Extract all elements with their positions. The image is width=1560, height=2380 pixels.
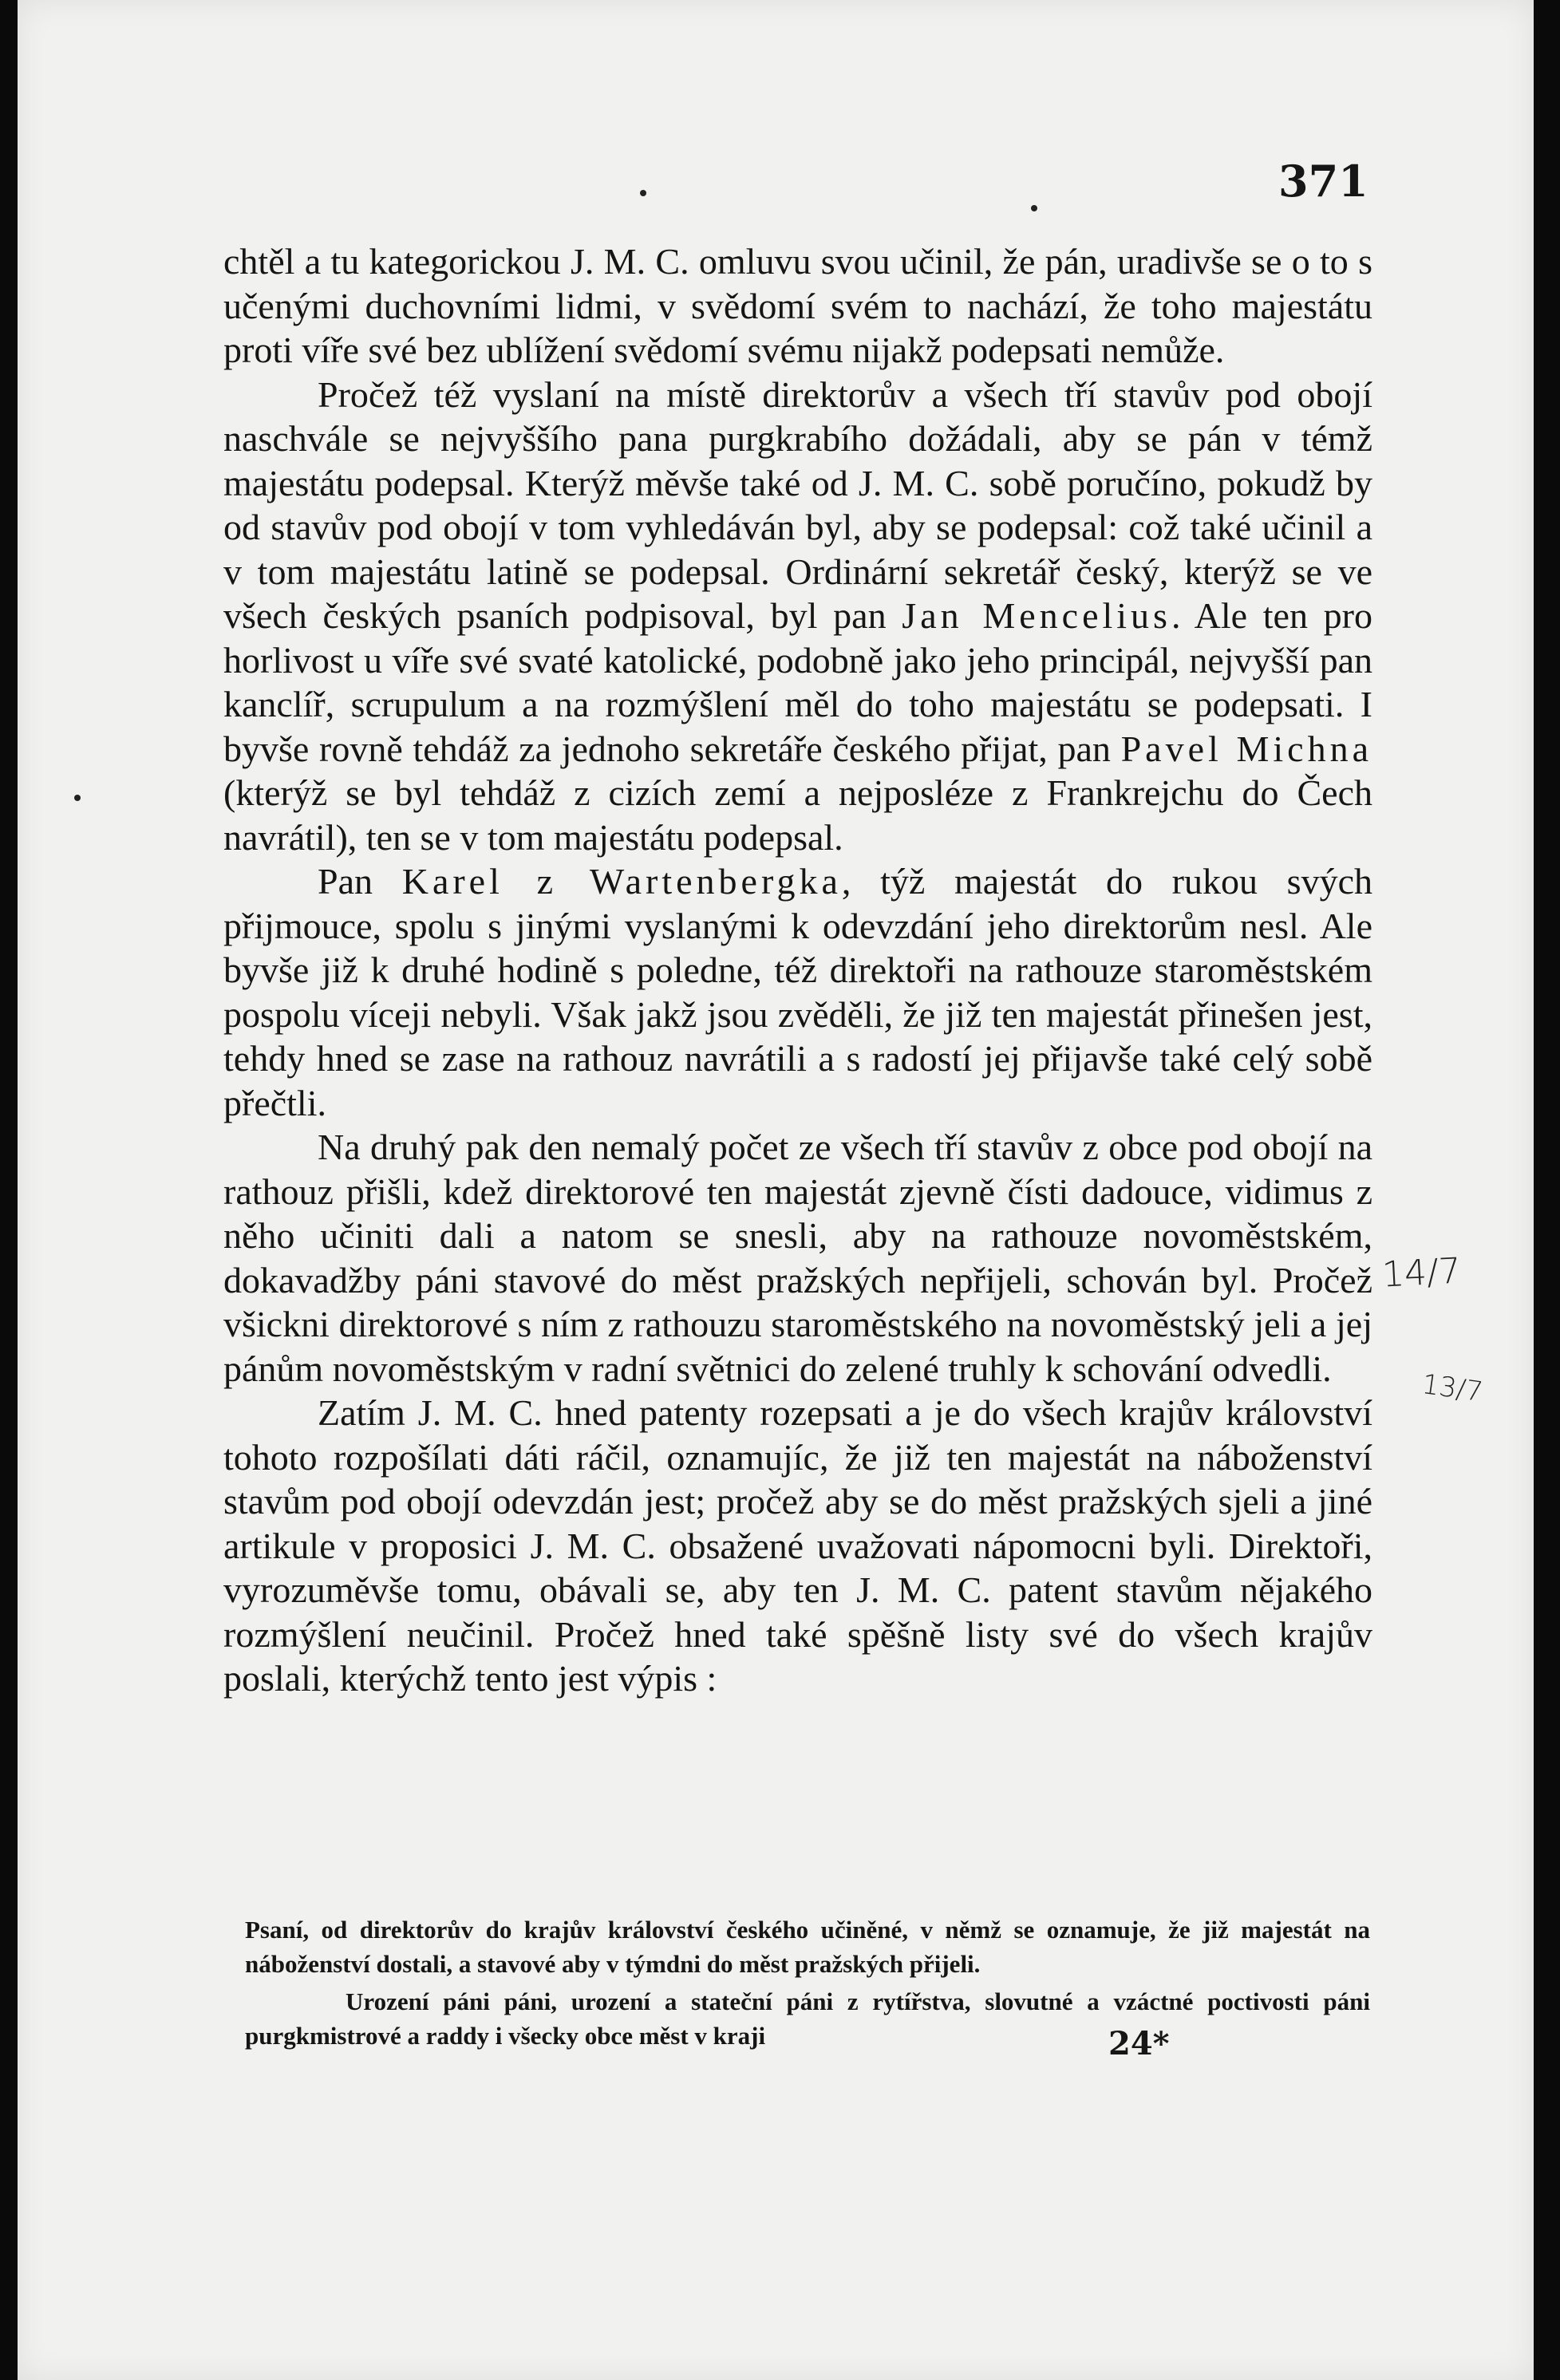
letter-opening: Urození páni páni, urození a stateční páni z rytířstva, slovutné a vzáctné poctivosti páni purgkmistrové a raddy i všecky obce měst v kraji bbox=[245, 1987, 1370, 2050]
handwritten-note-1: 14/7 bbox=[1380, 1250, 1463, 1296]
scanned-page bbox=[18, 0, 1534, 2380]
handwritten-note-2: 13/7 bbox=[1420, 1368, 1485, 1409]
footnote-block bbox=[245, 1912, 1370, 2053]
paragraph-1: chtěl a tu kategorickou J. M. C. omluvu svou učinil, že pán, uradivše se o to s učenými duchovními lidmi, v svědomí svém to nachází, že toho majestátu proti víře své bez ublížení svědomí svému nijakž podepsati nemůže. bbox=[223, 241, 1372, 370]
paragraph-2-text-c: (kterýž se byl tehdáž z cizích zemí a nejposléze z Frankrejchu do Čech navrátil), ten se v tom majestátu podepsal. bbox=[223, 772, 1372, 858]
scan-speck bbox=[1031, 205, 1037, 211]
paragraph-3-prefix: Pan bbox=[318, 861, 373, 902]
paragraph-3 bbox=[223, 859, 1372, 1125]
scan-speck bbox=[640, 190, 646, 196]
name-pavel-michna: Pavel Michna bbox=[1120, 728, 1372, 769]
page-number: 371 bbox=[1278, 156, 1368, 207]
scan-speck bbox=[74, 795, 81, 801]
main-text bbox=[223, 239, 1372, 1701]
paragraph-2 bbox=[223, 373, 1372, 860]
letter-heading: Psaní, od direktorův do krajův království českého učiněné, v němž se oznamuje, že již majestát na náboženství dostali, a stavové aby v týmdni do měst pražských přijeli. bbox=[245, 1916, 1370, 1978]
name-karel-z-wartenbergka: Karel z Wartenbergka bbox=[401, 861, 842, 902]
paragraph-5: Zatím J. M. C. hned patenty rozepsati a je do všech krajův království tohoto rozpošílati dáti ráčil, oznamujíc, že již ten majestát na náboženství stavům pod obojí odevzdán jest; pročež aby se do měst pražských sjeli a jiné artikule v proposici J. M. C. obsažené uvažovati nápomocni byli. Direktoři, vyrozuměvše tomu, obávali se, aby ten J. M. C. patent stavům nějakého rozmýšlení neučinil. Pročež hned také spěšně listy své do všech krajův poslali, kterýchž tento jest výpis : bbox=[223, 1392, 1372, 1699]
paragraph-3-text: , týž majestát do rukou svých přijmouce, spolu s jinými vyslanými k odevzdání jeho direktorům nesl. Ale byvše již k druhé hodině s poledne, též direktoři na rathouze staroměstském pospolu víceji nebyli. Však jakž jsou zvěděli, že již ten majestát přinešen jest, tehdy hned se zase na rathouz navrátili a s radostí jej přijavše také celý sobě přečtli. bbox=[223, 861, 1373, 1123]
signature-marker: 24* bbox=[1108, 2025, 1170, 2062]
name-jan-mencelius: Jan Mencelius bbox=[902, 595, 1171, 636]
paragraph-4: Na druhý pak den nemalý počet ze všech tří stavův z obce pod obojí na rathouz přišli, kdež direktorové ten majestát zjevně čísti dadouce, vidimus z něho učiniti dali a natom se snesli, aby na rathouze novoměstském, dokavadžby páni stavové do měst pražských nepřijeli, schován byl. Pročež všickni direktorové s ním z rathouzu staroměstského na novoměstský jeli a jej pánům novoměstským v radní světnici do zelené truhly k schování odvedli. bbox=[223, 1127, 1372, 1389]
paragraph-2-text-a: Pročež též vyslaní na místě direktorův a všech tří stavův pod obojí naschvále se nejvyššího pana purgkrabího dožádali, aby se pán v témž majestátu podepsal. Kterýž měvše také od J. M. C. sobě poručíno, pokudž by od stavův pod obojí v tom vyhledáván byl, aby se podepsal: což také učinil a v tom majestátu latině se podepsal. Ordinární sekretář český, kterýž se ve všech českých psaních podpisoval, byl pan bbox=[223, 373, 1372, 636]
paragraph-2-text-b: . Ale ten pro horlivost u víře své svaté katolické, podobně jako jeho principál, nejvyšší pan kanclíř, scrupulum a na rozmýšlení měl do toho majestátu se podepsati. I byvše rovně tehdáž za jednoho sekretáře českého přijat, pan bbox=[223, 595, 1372, 769]
